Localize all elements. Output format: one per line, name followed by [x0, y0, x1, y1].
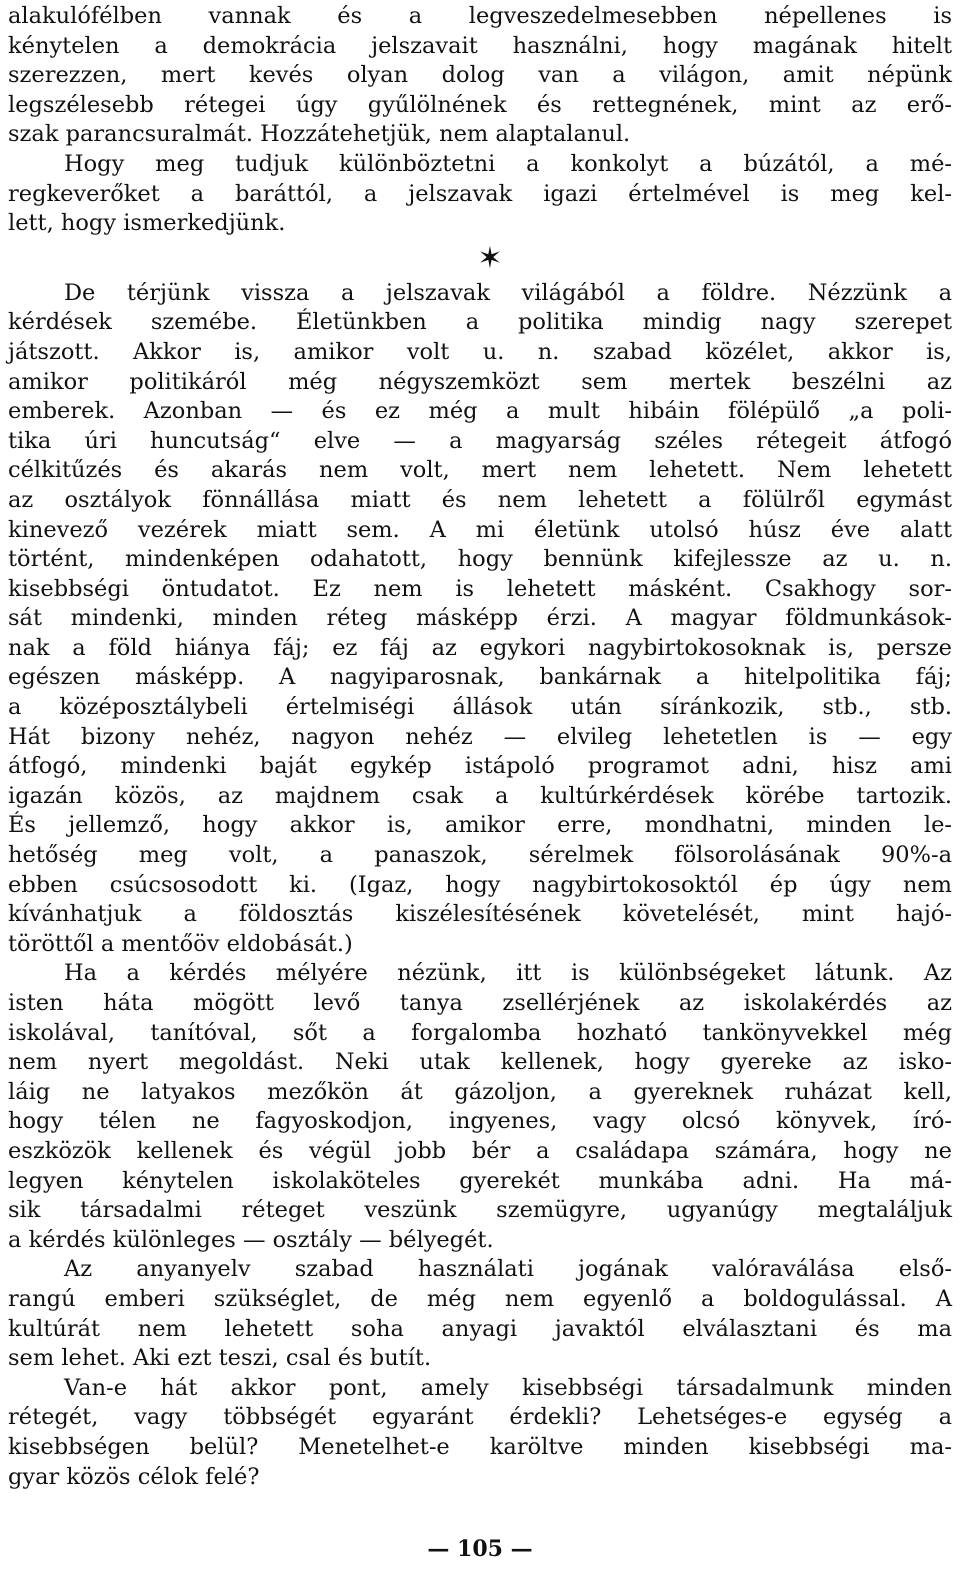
text-line: nak a föld hiánya fáj; ez fáj az egykori nagybirtokosoknak is, persze — [8, 634, 952, 661]
text-line: átfogó, mindenki baját egykép istápoló programot adni, hisz ami — [8, 753, 952, 780]
text-line: kénytelen a demokrácia jelszavait használni, hogy magának hitelt — [8, 32, 952, 59]
paragraph-4 — [8, 959, 952, 1255]
text-line: szak parancsuralmát. Hozzátehetjük, nem alaptalanul. — [8, 121, 631, 148]
text-line: eszközök kellenek és végül jobb bér a családapa számára, hogy ne — [8, 1137, 952, 1164]
section-separator-star: ✶ — [477, 240, 503, 276]
text-line: legszélesebb rétegei úgy gyűlölnének és rettegnének, mint az erő- — [8, 91, 952, 118]
paragraph-2 — [8, 150, 952, 239]
text-line: kultúrát nem lehetett soha anyagi javaktól elválasztani és ma — [8, 1315, 952, 1342]
text-line: kinevező vezérek miatt sem. A mi életünk utolsó húsz éve alatt — [8, 516, 952, 543]
text-line: Van-e hát akkor pont, amely kisebbségi társadalmunk minden — [64, 1374, 952, 1401]
paragraph-5 — [8, 1255, 952, 1373]
text-line: célkitűzés és akarás nem volt, mert nem lehetett. Nem lehetett — [8, 457, 952, 484]
text-line: rangú emberi szükséglet, de még nem egyenlő a boldogulással. A — [8, 1285, 952, 1312]
text-line: hetőség meg volt, a panaszok, sérelmek fölsorolásának 90%-a — [8, 842, 952, 869]
text-line: a kérdés különleges — osztály — bélyegét. — [8, 1226, 494, 1253]
text-line: sát mindenki, minden réteg másképp érzi. A magyar földmunkások- — [8, 605, 952, 632]
text-line: lett, hogy ismerkedjünk. — [8, 210, 286, 237]
text-line: a középosztálybeli értelmiségi állások után síránkozik, stb., stb. — [8, 694, 952, 721]
text-line: rétegét, vagy többségét egyaránt érdekli? Lehetséges-e egység a — [8, 1404, 952, 1431]
text-line: kisebbségen belül? Menetelhet-e karöltve minden kisebbségi ma- — [8, 1433, 952, 1460]
text-line: regkeverőket a baráttól, a jelszavak igazi értelmével is meg kel- — [8, 180, 952, 207]
paragraph-6 — [8, 1374, 952, 1492]
text-line: legyen kénytelen iskolaköteles gyerekét munkába adni. Ha má- — [8, 1167, 952, 1194]
text-line: Hát bizony nehéz, nagyon nehéz — elvileg lehetetlen is — egy — [8, 723, 952, 750]
text-line: gyar közös célok felé? — [8, 1463, 260, 1490]
text-line: kívánhatjuk a földosztás kiszélesítésének követelését, mint hajó- — [8, 901, 952, 928]
text-line: És jellemző, hogy akkor is, amikor erre, mondhatni, minden le- — [8, 812, 952, 839]
text-line: Ha a kérdés mélyére nézünk, itt is különbségeket látunk. Az — [64, 960, 952, 987]
text-line: történt, mindenképen odahatott, hogy bennünk kifejlessze az u. n. — [8, 546, 952, 573]
text-line: emberek. Azonban — és ez még a mult hibáin fölépülő „a poli- — [8, 398, 952, 425]
paragraph-1 — [8, 2, 952, 150]
text-line: az osztályok fönnállása miatt és nem lehetett a fölülről egymást — [8, 486, 952, 513]
text-line: sik társadalmi réteget veszünk szemügyre, ugyanúgy megtaláljuk — [8, 1197, 952, 1224]
text-line: egészen másképp. A nagyiparosnak, bankárnak a hitelpolitika fáj; — [8, 664, 952, 691]
text-line: iskolával, tanítóval, sőt a forgalomba hozható tankönyvekkel még — [8, 1019, 952, 1046]
text-line: kisebbségi öntudatot. Ez nem is lehetett másként. Csakhogy sor- — [8, 575, 952, 602]
text-line: játszott. Akkor is, amikor volt u. n. szabad közélet, akkor is, — [8, 338, 952, 365]
text-line: De térjünk vissza a jelszavak világából a földre. Nézzünk a — [64, 279, 952, 306]
text-line: töröttől a mentőöv eldobását.) — [8, 930, 353, 957]
page-number: — 105 — — [427, 1536, 533, 1562]
text-line: Az anyanyelv szabad használati jogának valóraválása első- — [64, 1256, 952, 1283]
text-line: Hogy meg tudjuk különböztetni a konkolyt a búzától, a mé- — [64, 150, 952, 177]
text-line: nem nyert megoldást. Neki utak kellenek, hogy gyereke az isko- — [8, 1049, 952, 1076]
text-line: alakulófélben vannak és a legveszedelmesebben népellenes is — [8, 3, 952, 29]
text-line: isten háta mögött levő tanya zsellérjének az iskolakérdés az — [8, 990, 952, 1016]
text-line: sem lehet. Aki ezt teszi, csal és butít. — [8, 1345, 432, 1372]
paragraph-3 — [8, 279, 952, 960]
text-line: amikor politikáról még négyszemközt sem mertek beszélni az — [8, 368, 952, 395]
text-line: kérdések szemébe. Életünkben a politika mindig nagy szerepet — [8, 309, 952, 336]
text-line: igazán közös, az majdnem csak a kultúrkérdések körébe tartozik. — [8, 782, 952, 809]
text-line: szerezzen, mert kevés olyan dolog van a világon, amit népünk — [8, 62, 952, 89]
text-line: ebben csúcsosodott ki. (Igaz, hogy nagybirtokosoktól ép úgy nem — [8, 871, 952, 898]
text-line: hogy télen ne fagyoskodjon, ingyenes, vagy olcsó könyvek, író- — [8, 1108, 952, 1135]
text-line: tika úri huncutság“ elve — a magyarság széles rétegeit átfogó — [8, 427, 952, 454]
text-line: láig ne latyakos mezőkön át gázoljon, a gyereknek ruházat kell, — [8, 1078, 952, 1105]
